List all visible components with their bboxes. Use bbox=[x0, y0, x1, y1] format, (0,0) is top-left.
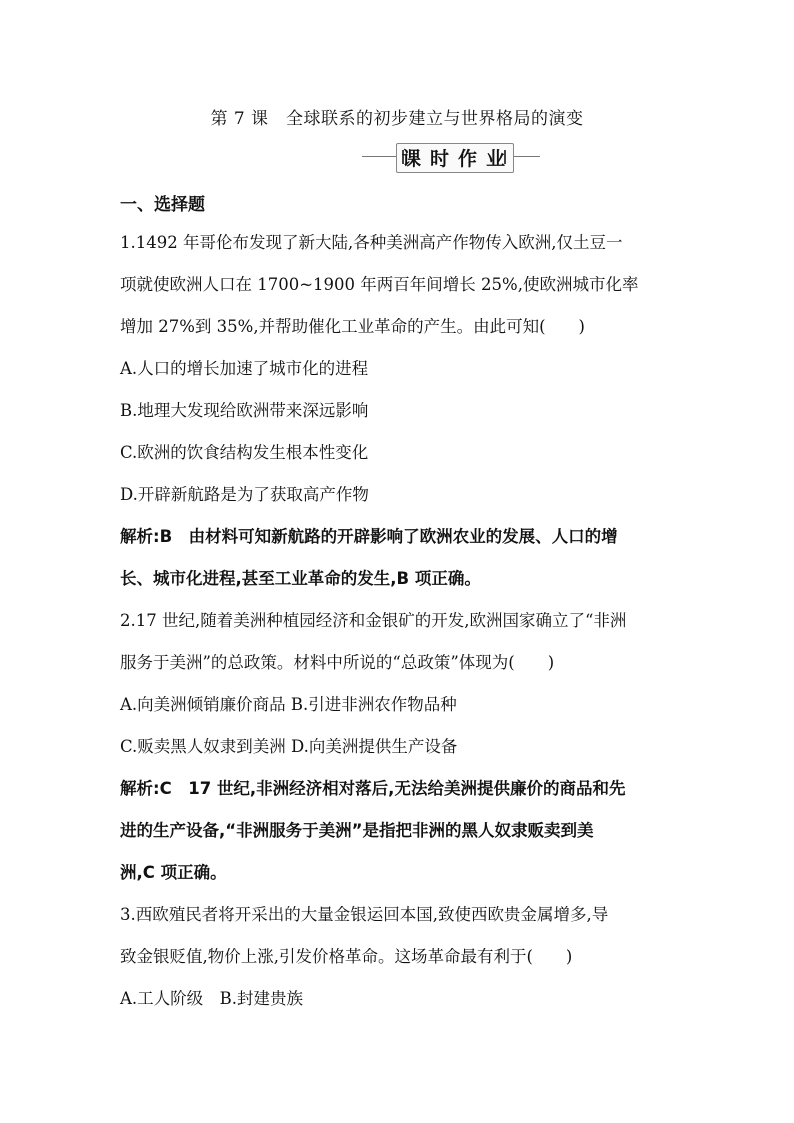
analysis-line: 解析:B 由材料可知新航路的开辟影响了欧洲农业的发展、人口的增 bbox=[120, 527, 618, 546]
text-line: 服务于美洲”的总政策。材料中所说的“总政策”体现为( ) bbox=[120, 653, 555, 672]
option-line: A.向美洲倾销廉价商品 B.引进非洲农作物品种 bbox=[120, 695, 457, 714]
text-line: 2.17 世纪,随着美洲种植园经济和金银矿的开发,欧洲国家确立了“非洲 bbox=[120, 611, 627, 630]
option-line: B.地理大发现给欧洲带来深远影响 bbox=[120, 401, 369, 420]
analysis-line: 洲,C 项正确。 bbox=[120, 863, 227, 882]
text-line: 项就使欧洲人口在 1700~1900 年两百年间增长 25%,使欧洲城市化率 bbox=[120, 275, 639, 294]
homework-banner bbox=[372, 142, 542, 176]
option-line: A.工人阶级 B.封建贵族 bbox=[120, 989, 304, 1008]
lesson-title: 第 7 课 全球联系的初步建立与世界格局的演变 bbox=[210, 109, 584, 129]
text-line: 1.1492 年哥伦布发现了新大陆,各种美洲高产作物传入欧洲,仅土豆一 bbox=[120, 233, 623, 252]
option-line: A.人口的增长加速了城市化的进程 bbox=[120, 359, 369, 378]
option-line: C.贩卖黑人奴隶到美洲 D.向美洲提供生产设备 bbox=[120, 737, 458, 756]
analysis-line: 长、城市化进程,甚至工业革命的发生,B 项正确。 bbox=[120, 569, 481, 588]
option-line: D.开辟新航路是为了获取高产作物 bbox=[120, 485, 369, 504]
banner-right-rule bbox=[512, 156, 540, 157]
banner-left-rule bbox=[362, 156, 396, 157]
text-line: 增加 27%到 35%,并帮助催化工业革命的产生。由此可知( ) bbox=[120, 317, 585, 336]
section-heading: 一、选择题 bbox=[120, 195, 205, 215]
text-line: 3.西欧殖民者将开采出的大量金银运回本国,致使西欧贵金属增多,导 bbox=[120, 905, 609, 924]
banner-label: 课时作业 bbox=[402, 148, 515, 170]
analysis-line: 解析:C 17 世纪,非洲经济相对落后,无法给美洲提供廉价的商品和先 bbox=[120, 779, 626, 798]
option-line: C.欧洲的饮食结构发生根本性变化 bbox=[120, 443, 369, 462]
text-line: 致金银贬值,物价上涨,引发价格革命。这场革命最有利于( ) bbox=[120, 947, 573, 966]
analysis-line: 进的生产设备,“非洲服务于美洲”是指把非洲的黑人奴隶贩卖到美 bbox=[120, 821, 594, 840]
